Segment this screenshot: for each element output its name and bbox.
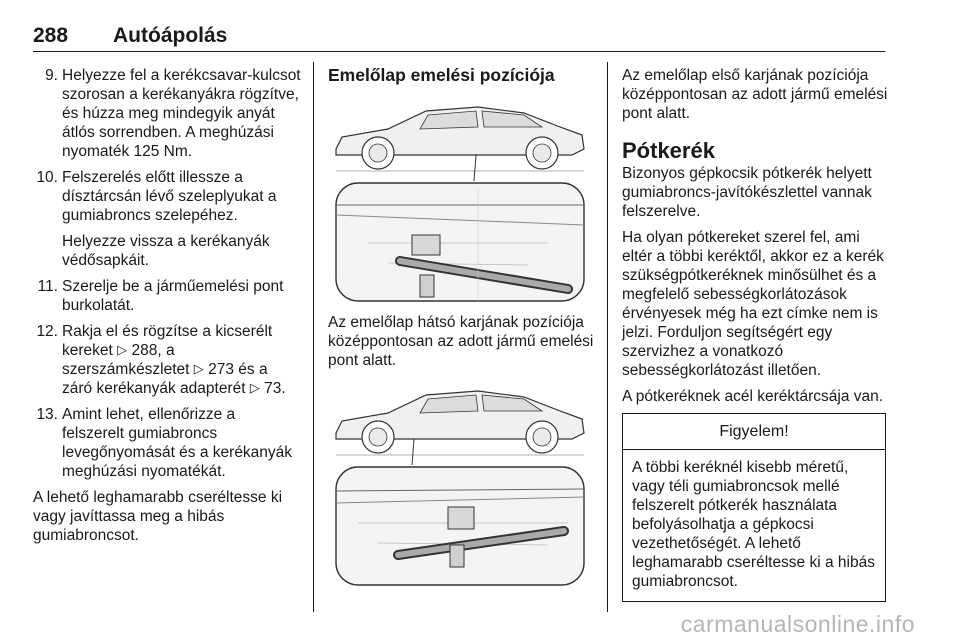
page-ref-link[interactable]: 73 [264, 380, 282, 397]
closing-paragraph: A lehető leghamarabb cseréltesse ki vagy javíttassa meg a hibás gumiabroncsot. [33, 489, 283, 544]
left-column [33, 66, 301, 552]
right-column [622, 66, 890, 602]
warning-box [622, 413, 886, 602]
list-item: 12. Rakja el és rögzítse a kicserélt kereket ▷ 288, a szerszámkészletet ▷ 273 és a záró kerékanyák adapterét ▷ 73. [36, 323, 286, 397]
paragraph: A pótkeréknek acél keréktárcsája van. [622, 388, 884, 405]
rear-lift-illustration [328, 93, 590, 305]
page-number: 288 [33, 24, 69, 47]
list-item: 13. Amint lehet, ellenőrizze a felszerelt gumiabroncs levegőnyomását és a kerékanyák meghúzási nyomatékát. [36, 406, 293, 480]
front-lift-illustration [328, 377, 590, 589]
warning-title: Figyelem! [623, 414, 885, 450]
column-divider-1 [313, 62, 314, 612]
list-item: 10. Felszerelés előtt illessze a dísztárcsán lévő szeleplyukat a gumiabroncs szelepéhez. Helyezze vissza a kerékanyák védősapkáit. [36, 169, 277, 269]
middle-column [328, 66, 596, 597]
page-title: Autóápolás [113, 24, 228, 47]
triangle-right-icon: ▷ [193, 361, 204, 376]
section-heading: Emelőlap emelési pozíciója [328, 65, 555, 85]
triangle-right-icon: ▷ [117, 342, 128, 357]
header-rule [33, 51, 885, 52]
page-ref-link[interactable]: 273 [208, 361, 234, 378]
page-header [33, 24, 883, 50]
triangle-right-icon: ▷ [249, 380, 260, 395]
list-item: 11. Szerelje be a járműemelési pont burkolatát. [37, 278, 284, 314]
section-heading-spare-wheel: Pótkerék [622, 138, 715, 163]
rear-lift-caption: Az emelőlap hátsó karjának pozíciója középpontosan az adott jármű emelési pont alatt. [328, 314, 594, 369]
list-item: 9. Helyezze fel a kerékcsavar-kulcsot szorosan a kerékanyákra rögzítve, és húzza meg mindegyik anyát átlós sorrendben. A meghúzási nyomaték 125 Nm. [45, 67, 301, 160]
column-divider-2 [607, 62, 608, 612]
watermark: carmanualsonline.info [680, 611, 915, 637]
paragraph: Ha olyan pótkereket szerel fel, ami eltér a többi keréktől, akkor ez a kerék szükségpótkeréknek minősülhet és a megfelelő sebességkorlátozások érvényesek még ha ezt címke nem is jelzi. Forduljon segítségért egy szervizhez a vonatkozó sebességkorlátozást illetően. [622, 229, 884, 379]
warning-text: A többi keréknél kisebb méretű, vagy téli gumiabroncsok mellé felszerelt pótkerék használata befolyásolhatja a gépkocsi vezethetőségét. A lehető leghamarabb cseréltesse ki a hibás gumiabroncsot. [632, 459, 875, 590]
page-ref-link[interactable]: 288 [131, 342, 158, 359]
front-lift-caption: Az emelőlap első karjának pozíciója középpontosan az adott jármű emelési pont alatt. [622, 67, 888, 122]
paragraph: Bizonyos gépkocsik pótkerék helyett gumiabroncs-javítókészlettel vannak felszerelve. [622, 165, 872, 220]
